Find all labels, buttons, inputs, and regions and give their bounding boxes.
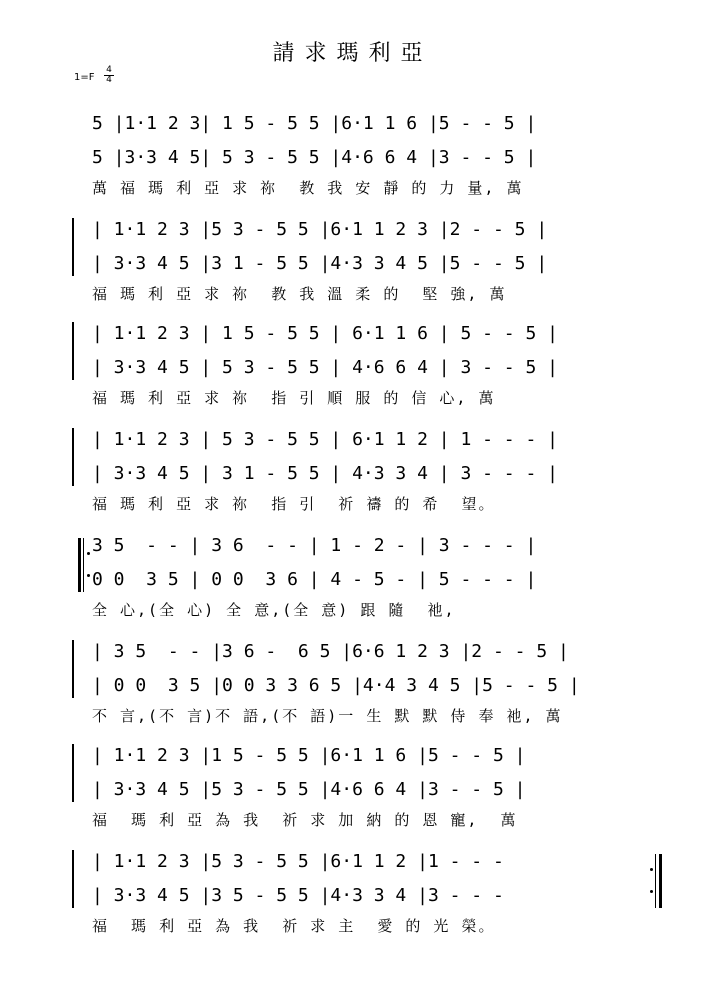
stave-lower: 5 |3·3 4 5| 5 3 - 5 5 |4·6 6 4 |3 - - 5 | (92, 147, 537, 168)
stave-lower: | 3·3 4 5 |5 3 - 5 5 |4·6 6 4 |3 - - 5 | (92, 779, 526, 800)
lyrics-line: 不 言,(不 言)不 語,(不 語)一 生 默 默 侍 奉 祂, 萬 (92, 707, 563, 725)
lyrics-line: 全 心,(全 心) 全 意,(全 意) 跟 隨 祂, (92, 601, 456, 619)
stave-upper: | 1·1 2 3 | 1 5 - 5 5 | 6·1 1 6 | 5 - - 5 | (92, 323, 558, 344)
key-signature (74, 65, 112, 85)
stave-1 (0, 112, 705, 212)
stave-7 (0, 744, 705, 844)
stave-lower: 0 0 3 5 | 0 0 3 6 | 4 - 5 - | 5 - - - | (92, 569, 537, 590)
bar-line (72, 428, 74, 486)
bar-line (72, 322, 74, 380)
stave-upper: | 1·1 2 3 | 5 3 - 5 5 | 6·1 1 2 | 1 - - - | (92, 429, 558, 450)
repeat-dot (87, 574, 90, 577)
repeat-thick-bar (659, 854, 662, 908)
time-unit: 4 (106, 75, 112, 85)
repeat-dot (650, 868, 653, 871)
lyrics-line: 福 瑪 利 亞 求 祢 指 引 順 服 的 信 心, 萬 (92, 389, 496, 407)
time-beats: 4 (104, 66, 114, 76)
stave-4 (0, 428, 705, 528)
stave-5 (0, 534, 705, 634)
stave-8 (0, 850, 705, 950)
stave-upper: 3 5 - - | 3 6 - - | 1 - 2 - | 3 - - - | (92, 535, 537, 556)
stave-lower: | 3·3 4 5 | 5 3 - 5 5 | 4·6 6 4 | 3 - - 5 | (92, 357, 558, 378)
bar-line (72, 850, 74, 908)
bar-line (72, 218, 74, 276)
repeat-thin-bar (83, 538, 84, 592)
page-title: 請求瑪利亞 (272, 41, 433, 66)
key-label: 1=F (74, 72, 95, 83)
stave-lower: | 3·3 4 5 | 3 1 - 5 5 | 4·3 3 4 | 3 - - - | (92, 463, 558, 484)
stave-lower: | 0 0 3 5 |0 0 3 3 6 5 |4·4 3 4 5 |5 - - 5 | (92, 675, 580, 696)
lyrics-line: 福 瑪 利 亞 求 祢 指 引 祈 禱 的 希 望。 (92, 495, 496, 513)
stave-3 (0, 322, 705, 422)
stave-upper: | 1·1 2 3 |5 3 - 5 5 |6·1 1 2 3 |2 - - 5 | (92, 219, 548, 240)
repeat-end-sign (650, 854, 664, 908)
stave-upper: 5 |1·1 2 3| 1 5 - 5 5 |6·1 1 6 |5 - - 5 | (92, 113, 537, 134)
stave-lower: | 3·3 4 5 |3 5 - 5 5 |4·3 3 4 |3 - - - (92, 885, 515, 906)
lyrics-line: 福 瑪 利 亞 為 我 祈 求 主 愛 的 光 榮。 (92, 917, 496, 935)
bar-line (72, 744, 74, 802)
stave-upper: | 3 5 - - |3 6 - 6 5 |6·6 1 2 3 |2 - - 5 | (92, 641, 569, 662)
bar-line (72, 640, 74, 698)
lyrics-line: 福 瑪 利 亞 求 祢 教 我 溫 柔 的 堅 強, 萬 (92, 285, 507, 303)
stave-upper: | 1·1 2 3 |5 3 - 5 5 |6·1 1 2 |1 - - - (92, 851, 515, 872)
lyrics-line: 福 瑪 利 亞 為 我 祈 求 加 納 的 恩 寵, 萬 (92, 811, 518, 829)
stave-lower: | 3·3 4 5 |3 1 - 5 5 |4·3 3 4 5 |5 - - 5 | (92, 253, 548, 274)
repeat-dot (87, 552, 90, 555)
stave-6 (0, 640, 705, 740)
repeat-dot (650, 890, 653, 893)
stave-2 (0, 218, 705, 318)
repeat-thick-bar (78, 538, 81, 592)
stave-upper: | 1·1 2 3 |1 5 - 5 5 |6·1 1 6 |5 - - 5 | (92, 745, 526, 766)
repeat-thin-bar (655, 854, 656, 908)
time-signature (104, 66, 114, 85)
lyrics-line: 萬 福 瑪 利 亞 求 祢 教 我 安 靜 的 力 量, 萬 (92, 179, 524, 197)
repeat-start-sign (78, 538, 92, 592)
